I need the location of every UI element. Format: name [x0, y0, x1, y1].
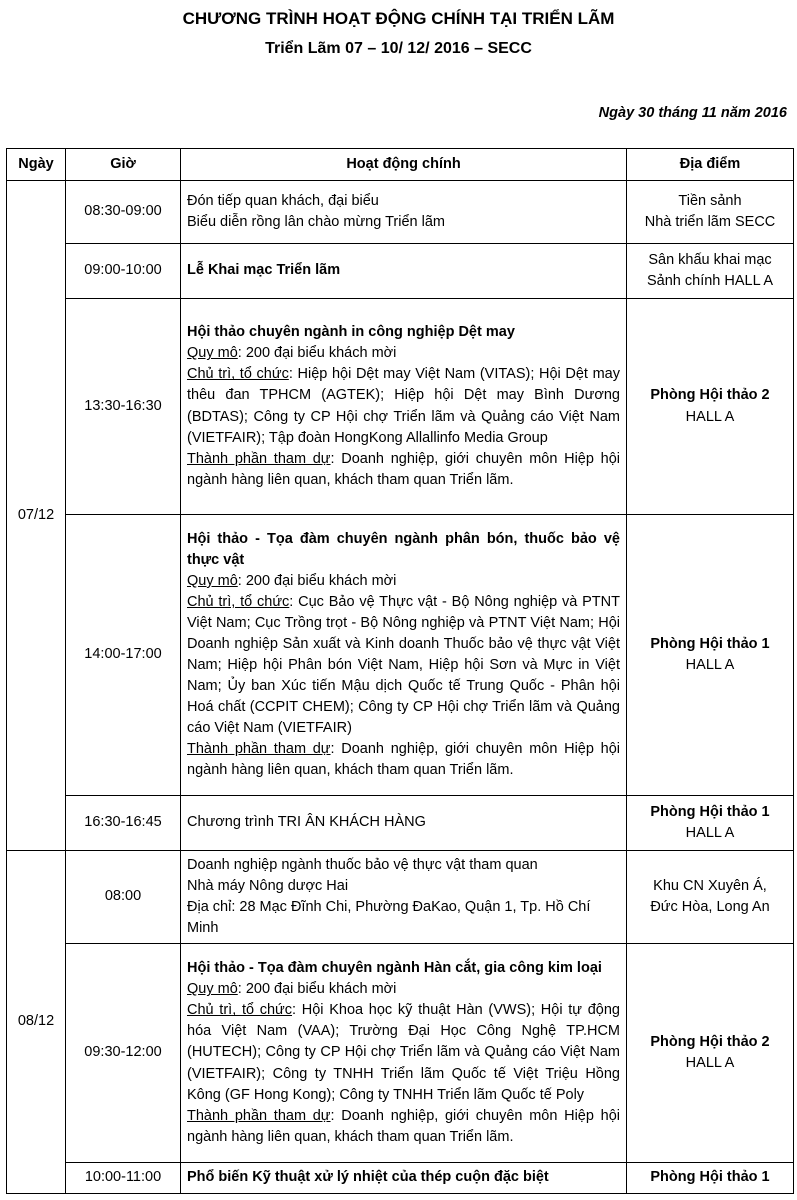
activity-cell: [181, 515, 627, 796]
time-cell: 08:30-09:00: [66, 181, 181, 244]
activity-attendees: Thành phần tham dự: Doanh nghiệp, giới chuyên môn Hiệp hội ngành hàng liên quan, khách tham quan Triển lãm.: [187, 741, 621, 779]
day-cell: 08/12: [7, 851, 66, 1194]
activity-attendees: Thành phần tham dự: Doanh nghiệp, giới chuyên môn Hiệp hội ngành hàng liên quan, khách tham quan Triển lãm.: [187, 450, 621, 488]
activity-host: Chủ trì, tổ chức: Hiệp hội Dệt may Việt Nam (VITAS); Hội Dệt may thêu đan TPHCM (AGTEK); Hiệp hội Dệt may Bình Dương (BDTAS); Công ty CP Hội chợ Triển lãm và Quảng cáo Việt Nam (VIETFAIR); Tập đoàn HongKong Allallinfo Media Group: [187, 366, 620, 446]
activity-title: Hội thảo - Tọa đàm chuyên ngành Hàn cắt, gia công kim loại: [187, 960, 602, 977]
activity-cell: [181, 299, 627, 515]
time-cell: 16:30-16:45: [66, 796, 181, 851]
location-line: Nhà triển lãm SECC: [644, 214, 776, 230]
location-room: Phòng Hội thảo 1: [627, 1163, 794, 1194]
location-line: HALL A: [685, 1055, 735, 1071]
location-room: Phòng Hội thảo 2: [650, 387, 770, 404]
location-line: HALL A: [685, 657, 735, 673]
column-header-time: Giờ: [66, 149, 181, 181]
location-cell: [627, 244, 794, 299]
location-cell: [627, 181, 794, 244]
table-row: [7, 1163, 794, 1194]
table-row: [7, 796, 794, 851]
location-line: HALL A: [685, 408, 735, 425]
table-row: [7, 181, 794, 244]
time-cell: 13:30-16:30: [66, 299, 181, 515]
location-line: Sảnh chính HALL A: [646, 273, 774, 289]
activity-title: Hội thảo - Tọa đàm chuyên ngành phân bón, thuốc bảo vệ thực vật: [187, 530, 620, 568]
table-header-row: [7, 149, 794, 181]
table-row: [7, 944, 794, 1163]
location-cell: [627, 944, 794, 1163]
activity-scale: Quy mô: 200 đại biểu khách mời: [187, 345, 397, 362]
activity-line: Đón tiếp quan khách, đại biểu: [187, 192, 379, 209]
location-line: Sân khấu khai mạc: [648, 251, 772, 268]
time-cell: 14:00-17:00: [66, 515, 181, 796]
location-room: Phòng Hội thảo 1: [650, 803, 770, 820]
activity-line: Doanh nghiệp ngành thuốc bảo vệ thực vật tham quan: [187, 856, 538, 873]
location-cell: [627, 515, 794, 796]
activity-line: Nhà máy Nông dược Hai: [187, 877, 349, 894]
document-subtitle: Triển Lãm 07 – 10/ 12/ 2016 – SECC: [265, 40, 532, 57]
location-line: HALL A: [685, 825, 735, 841]
location-room: Phòng Hội thảo 2: [650, 1033, 770, 1050]
activity-text: Chương trình TRI ÂN KHÁCH HÀNG: [181, 796, 627, 851]
activity-scale: Quy mô: 200 đại biểu khách mời: [187, 572, 397, 589]
activity-cell: [181, 851, 627, 944]
activity-scale: Quy mô: 200 đại biểu khách mời: [187, 981, 397, 998]
column-header-activity: Hoạt động chính: [181, 149, 627, 181]
table-row: [7, 299, 794, 515]
activity-line: Biểu diễn rồng lân chào mừng Triển lãm: [187, 214, 445, 230]
location-cell: [627, 796, 794, 851]
location-line: Khu CN Xuyên Á,: [653, 877, 767, 894]
time-cell: 09:00-10:00: [66, 244, 181, 299]
location-line: Đức Hòa, Long An: [650, 899, 770, 915]
activity-host: Chủ trì, tổ chức: Cục Bảo vệ Thực vật - Bộ Nông nghiệp và PTNT Việt Nam; Cục Trồng trọt - Bộ Nông nghiệp và PTNT Việt Nam; Hội Doanh nghiệp Sản xuất và Kinh doanh Thuốc bảo vệ thực vật Việt Nam; Hiệp hội Phân bón Việt Nam, Hiệp hội Sơn và Mực in Việt Nam; Ủy ban Xúc tiến Mậu dịch Quốc tế Trung Quốc - Phân hội Hoá chất (CCPIT CHEM); Công ty CP Hội chợ Triển lãm và Quảng cáo Việt Nam (VIETFAIR): [187, 593, 620, 737]
activity-cell: [181, 944, 627, 1163]
time-cell: 08:00: [66, 851, 181, 944]
document-title: CHƯƠNG TRÌNH HOẠT ĐỘNG CHÍNH TẠI TRIỂN LÃM: [182, 9, 615, 28]
column-header-day: Ngày: [7, 149, 66, 181]
activity-host: Chủ trì, tổ chức: Hội Khoa học kỹ thuật Hàn (VWS); Hội tự động hóa Việt Nam (VAA); Trường Đại Học Công Nghệ TP.HCM (HUTECH); Công ty CP Hội chợ Triển lãm và Quảng cáo Việt Nam (VIETFAIR); Công ty TNHH Triển lãm Quốc tế Việt Triệu Hồng Kông (GF Hong Kong); Công ty TNHH Triển lãm Quốc tế Poly: [187, 1002, 620, 1103]
document-date: Ngày 30 tháng 11 năm 2016: [598, 105, 787, 121]
location-line: Tiền sảnh: [678, 192, 742, 209]
activity-title: Hội thảo chuyên ngành in công nghiệp Dệt may: [187, 324, 515, 341]
schedule-table: [6, 148, 794, 1194]
table-row: [7, 851, 794, 944]
location-room: Phòng Hội thảo 1: [650, 635, 770, 652]
day-cell: 07/12: [7, 181, 66, 851]
time-cell: 09:30-12:00: [66, 944, 181, 1163]
time-cell: 10:00-11:00: [66, 1163, 181, 1194]
location-cell: [627, 299, 794, 515]
activity-cell: [181, 181, 627, 244]
activity-line: Địa chỉ: 28 Mạc Đĩnh Chi, Phường ĐaKao, Quận 1, Tp. Hồ Chí Minh: [187, 899, 591, 937]
activity-title: Lễ Khai mạc Triển lãm: [181, 244, 627, 299]
table-row: [7, 515, 794, 796]
location-cell: [627, 851, 794, 944]
activity-title: Phổ biến Kỹ thuật xử lý nhiệt của thép cuộn đặc biệt: [181, 1163, 627, 1194]
table-row: [7, 244, 794, 299]
column-header-location: Địa điểm: [627, 149, 794, 181]
activity-attendees: Thành phần tham dự: Doanh nghiệp, giới chuyên môn Hiệp hội ngành hàng liên quan, khách tham quan Triển lãm.: [187, 1107, 621, 1145]
